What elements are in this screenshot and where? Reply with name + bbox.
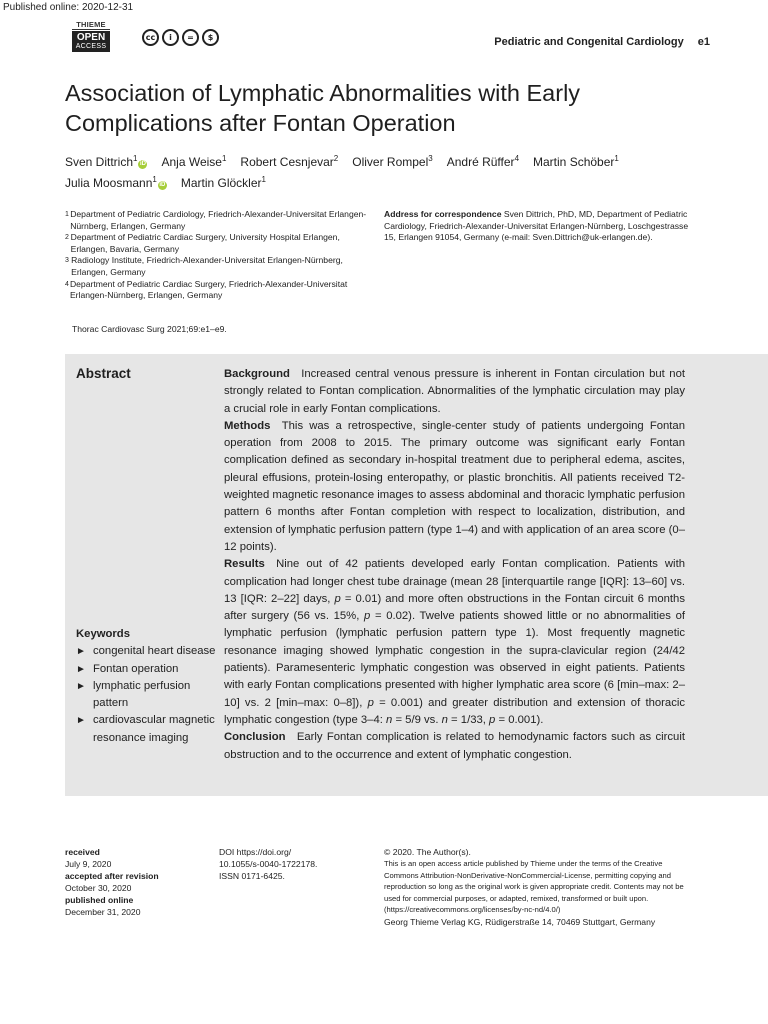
author-name: Martin Glöckler <box>180 176 262 190</box>
keyword-text: lymphatic perfusion pattern <box>93 679 191 710</box>
keyword-item <box>76 678 216 713</box>
abstract-section-label: Background <box>224 368 290 380</box>
affiliation-text: Department of Pediatric Cardiac Surgery, Friedrich-Alexander-Universitat Erlangen-Nürnberg, Erlangen, Germany <box>69 278 348 301</box>
logo-open: OPEN <box>76 32 106 43</box>
license-icons[interactable] <box>142 29 219 46</box>
author-affiliation-number: 1 <box>221 154 227 163</box>
keywords-panel <box>76 626 216 747</box>
article-dates <box>65 846 215 918</box>
abstract-section-body: Nine out of 42 patients developed early Fontan complication. Patients with complication had longer chest tube drainage (mean 28 [interquartile range [IQR]: 13–60] vs. 13 [IQR: 2–22] days, p = 0.01) and more often obstructions in the Fontan circuit 6 months after surgery (56 vs. 15%, p = 0.02). Twelve patients showed little or no abnormalities of lymphatic perfusion (lymphatic perfusion pattern type 1). Most frequently magnetic resonance imaging showed lymphatic congestion in the supra-clavicular region (24/42 patients). Paramesenteric lymphatic congestion was observed in eight patients. Patients with early Fontan complications presented with higher lymphatic area score (6 [min–max: 2–10] vs. 2 [min–max: 0–8]), p = 0.001) and greater distribution and extension of thoracic lymphatic congestion (type 3–4: n = 5/9 vs. n = 1/33, p = 0.001). <box>224 558 686 726</box>
published-online-stamp: Published online: 2020-12-31 <box>3 2 134 13</box>
nc-icon: $ <box>202 29 219 46</box>
affiliation-item <box>65 279 375 302</box>
author[interactable] <box>240 155 338 169</box>
affiliation-text: Department of Pediatric Cardiac Surgery, University Hospital Erlangen, Erlangen, Bavaria, Germany <box>70 232 340 254</box>
affiliation-number: 1 <box>65 211 69 218</box>
author-affiliation-number: 4 <box>514 154 520 163</box>
author[interactable] <box>533 155 619 169</box>
date-label: accepted after revision <box>65 871 159 881</box>
orcid-icon[interactable]: iD <box>139 161 146 167</box>
author-name: Martin Schöber <box>533 155 615 169</box>
date-value: December 31, 2020 <box>65 907 141 917</box>
abstract-heading: Abstract <box>76 366 131 381</box>
author-affiliation-number: 1 <box>152 175 157 184</box>
abstract-section-background <box>224 366 685 418</box>
arrow-right-icon: ► <box>76 680 86 692</box>
keyword-item <box>76 712 216 747</box>
abstract-section-body: Increased central venous pressure is inherent in Fontan circulation but not strongly related to Fontan complication. Abnormalities of the lymphatic circulation may play a crucial role in early Fontan complications. <box>224 368 685 415</box>
abstract-section-label: Results <box>224 558 265 571</box>
running-header <box>440 36 710 48</box>
issn: ISSN 0171-6425. <box>219 871 285 881</box>
doi-block <box>219 846 369 882</box>
date-value: October 30, 2020 <box>65 883 132 893</box>
keyword-text: congenital heart disease <box>93 645 216 658</box>
abstract-section-label: Methods <box>224 419 271 432</box>
keyword-text: cardiovascular magnetic resonance imaging <box>93 714 215 744</box>
abstract-section-methods <box>224 418 685 556</box>
thieme-open-access-logo[interactable] <box>72 20 110 53</box>
arrow-right-icon: ► <box>76 663 86 675</box>
arrow-right-icon: ► <box>76 715 86 727</box>
author[interactable] <box>161 155 226 169</box>
author[interactable] <box>65 176 167 190</box>
abstract-text <box>224 366 685 764</box>
author[interactable] <box>352 155 432 169</box>
affiliation-item <box>65 209 375 232</box>
cc-icon: cc <box>142 29 159 46</box>
citation: Thorac Cardiovasc Surg 2021;69:e1–e9. <box>72 324 227 334</box>
affiliation-number: 2 <box>65 234 69 242</box>
abstract-section-label: Conclusion <box>224 731 286 744</box>
correspondence-label: Address for correspondence <box>384 209 502 219</box>
date-label: received <box>65 847 100 857</box>
affiliation-item <box>65 255 375 278</box>
author[interactable] <box>181 176 266 190</box>
license-text: This is an open access article published by Thieme under the terms of the Creative Commons Attribution-NonDerivative-NonCommercial-License, permitting copying and reproduction so long as the original work is given appropriate credit. Contents may not be used for commercial purposes, or adapted, remixed, transformed or built upon. (https://creativecommons.org/licenses/by-nc-nd/4.0/) <box>384 859 684 915</box>
affiliation-item <box>65 232 375 255</box>
date-value: July 9, 2020 <box>65 859 112 869</box>
author-name: Anja Weise <box>161 155 222 169</box>
abstract-section-body: This was a retrospective, single-center study of patients undergoing Fontan operation from 2008 to 2015. The primary outcome was significant early Fontan complication defined as secondary in-hospital treatment due to peripheral edema, ascites, pleural effusions, protein-losing enteropathy, or plastic bronchitis. All patients received T2-weighted magnetic resonance images to assess abdominal and thoracic lymphatic perfusion pattern 6 months after Fontan completion with respect to localization, distribution, and extension of lymphatic perfusion pattern (type 1–4) and with application of an area score (0–12 points). <box>224 419 685 553</box>
affiliations <box>65 209 375 302</box>
affiliation-number: 4 <box>65 280 69 288</box>
by-icon: i <box>162 29 179 46</box>
author-affiliation-number: 1 <box>261 175 266 184</box>
author-affiliation-number: 1 <box>133 154 138 163</box>
correspondence <box>384 209 694 244</box>
abstract-panel <box>65 354 768 796</box>
orcid-icon[interactable]: iD <box>159 182 166 188</box>
affiliation-number: 3 <box>65 257 69 265</box>
author-affiliation-number: 1 <box>614 154 619 163</box>
doi-line1: DOI https://doi.org/ <box>219 847 292 857</box>
abstract-section-results <box>224 556 685 729</box>
author-list <box>65 150 705 192</box>
keyword-item <box>76 643 216 660</box>
copyright-block <box>384 846 694 928</box>
author-affiliation-number: 3 <box>428 154 433 163</box>
author-name: Oliver Rompel <box>352 155 429 169</box>
author[interactable] <box>447 155 519 169</box>
author[interactable] <box>65 155 147 169</box>
keywords-list <box>76 643 216 747</box>
logo-publisher: THIEME <box>72 20 110 30</box>
author-name: Robert Cesnjevar <box>240 155 334 169</box>
logo-access: ACCESS <box>75 43 107 50</box>
abstract-section-body: Early Fontan complication is related to hemodynamic factors such as circuit obstruction and to the occurrence and extent of lymphatic congestion. <box>224 731 685 761</box>
article-title: Association of Lymphatic Abnormalities with Early Complications after Fontan Operation <box>65 80 581 136</box>
affiliation-text: Department of Pediatric Cardiology, Friedrich-Alexander-Universitat Erlangen-Nürnberg, Erlangen, Germany <box>70 209 367 231</box>
affiliation-text: Radiology Institute, Friedrich-Alexander-Universitat Erlangen-Nürnberg, Erlangen, Germany <box>71 255 343 277</box>
nd-icon: = <box>182 29 199 46</box>
page-number: e1 <box>697 36 710 48</box>
keyword-text: Fontan operation <box>93 662 179 675</box>
logo-open-access <box>72 31 110 52</box>
publisher-address: Georg Thieme Verlag KG, Rüdigerstraße 14, 70469 Stuttgart, Germany <box>384 916 656 927</box>
author-name: Julia Moosmann <box>65 176 153 190</box>
author-name: André Rüffer <box>446 155 515 169</box>
keyword-item <box>76 661 216 678</box>
copyright-line: © 2020. The Author(s). <box>384 847 471 857</box>
author-affiliation-number: 2 <box>333 154 339 163</box>
arrow-right-icon: ► <box>76 646 86 658</box>
date-label: published online <box>65 895 134 905</box>
keywords-heading: Keywords <box>76 628 130 640</box>
correspondence-text: Sven Dittrich, PhD, MD, Department of Pediatric Cardiology, Friedrich-Alexander-Universitat Erlangen-Nürnberg, Loschgestrasse 15, Erlangen 91054, Germany (e-mail: Sven.Dittrich@uk-erlangen.de). <box>384 209 689 243</box>
journal-section: Pediatric and Congenital Cardiology <box>494 36 684 48</box>
abstract-section-conclusion <box>224 729 685 764</box>
author-name: Sven Dittrich <box>65 155 134 169</box>
doi-link[interactable]: 10.1055/s-0040-1722178. <box>219 859 318 869</box>
